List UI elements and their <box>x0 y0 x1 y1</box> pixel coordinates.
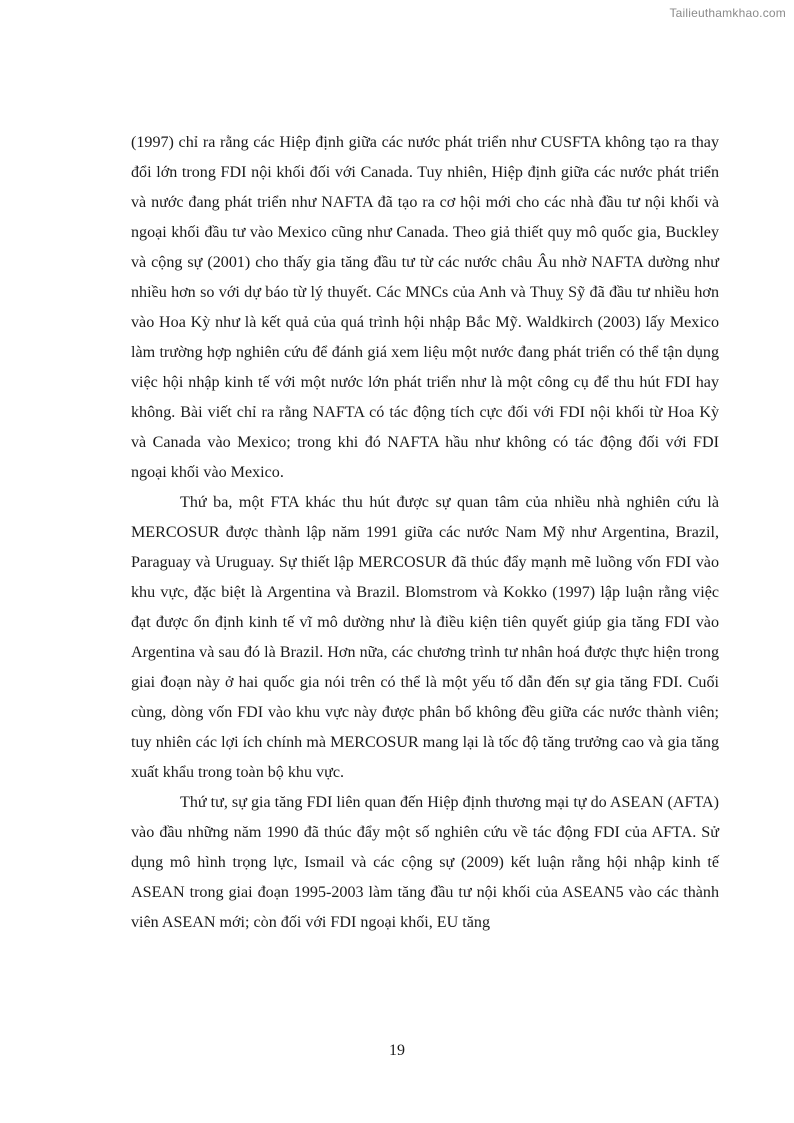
watermark-text: Tailieuthamkhao.com <box>669 6 786 20</box>
document-body <box>131 128 719 938</box>
page-number: 19 <box>389 1042 405 1059</box>
paragraph-1: (1997) chỉ ra rằng các Hiệp định giữa các nước phát triển như CUSFTA không tạo ra thay đổi lớn trong FDI nội khối đối với Canada. Tuy nhiên, Hiệp định giữa các nước phát triển và nước đang phát triển như NAFTA đã tạo ra cơ hội mới cho các nhà đầu tư nội khối và ngoại khối đầu tư vào Mexico cũng như Canada. Theo giả thiết quy mô quốc gia, Buckley và cộng sự (2001) cho thấy gia tăng đầu tư từ các nước châu Âu nhờ NAFTA dường như nhiều hơn so với dự báo từ lý thuyết. Các MNCs của Anh và Thuỵ Sỹ đã đầu tư nhiều hơn vào Hoa Kỳ như là kết quả của quá trình hội nhập Bắc Mỹ. Waldkirch (2003) lấy Mexico làm trường hợp nghiên cứu để đánh giá xem liệu một nước đang phát triển có thể tận dụng việc hội nhập kinh tế với một nước lớn phát triển như là một công cụ để thu hút FDI hay không. Bài viết chỉ ra rằng NAFTA có tác động tích cực đối với FDI nội khối từ Hoa Kỳ và Canada vào Mexico; trong khi đó NAFTA hầu như không có tác động đối với FDI ngoại khối vào Mexico. <box>131 134 719 481</box>
paragraph-2: Thứ ba, một FTA khác thu hút được sự quan tâm của nhiều nhà nghiên cứu là MERCOSUR được thành lập năm 1991 giữa các nước Nam Mỹ như Argentina, Brazil, Paraguay và Uruguay. Sự thiết lập MERCOSUR đã thúc đẩy mạnh mẽ luồng vốn FDI vào khu vực, đặc biệt là Argentina và Brazil. Blomstrom và Kokko (1997) lập luận rằng việc đạt được ổn định kinh tế vĩ mô dường như là điều kiện tiên quyết giúp gia tăng FDI vào Argentina và sau đó là Brazil. Hơn nữa, các chương trình tư nhân hoá được thực hiện trong giai đoạn này ở hai quốc gia nói trên có thể là một yếu tố dẫn đến sự gia tăng FDI. Cuối cùng, dòng vốn FDI vào khu vực này được phân bổ không đều giữa các nước thành viên; tuy nhiên các lợi ích chính mà MERCOSUR mang lại là tốc độ tăng trưởng cao và gia tăng xuất khẩu trong toàn bộ khu vực. <box>131 494 719 781</box>
paragraph-3: Thứ tư, sự gia tăng FDI liên quan đến Hiệp định thương mại tự do ASEAN (AFTA) vào đầu những năm 1990 đã thúc đẩy một số nghiên cứu về tác động FDI của AFTA. Sử dụng mô hình trọng lực, Ismail và các cộng sự (2009) kết luận rằng hội nhập kinh tế ASEAN trong giai đoạn 1995-2003 làm tăng đầu tư nội khối của ASEAN5 vào các thành viên ASEAN mới; còn đối với FDI ngoại khối, EU tăng <box>131 794 719 931</box>
